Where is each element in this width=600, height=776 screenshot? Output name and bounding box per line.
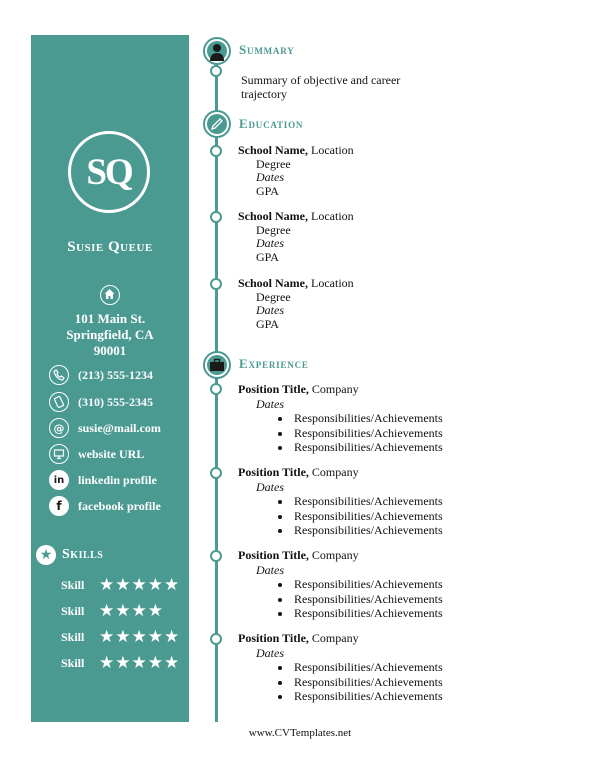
address-line: 101 Main St. [74, 311, 146, 326]
mobile-icon [49, 392, 69, 412]
monogram-text: SQ [86, 151, 132, 193]
contact-text: (213) 555-1234 [78, 367, 153, 382]
monitor-icon [49, 444, 69, 464]
timeline-dot [210, 467, 222, 479]
school-location: Location [308, 143, 354, 157]
contact-facebook[interactable] [49, 495, 189, 517]
dates: Dates [256, 396, 284, 411]
degree: Degree [256, 289, 291, 304]
address-line: 90001 [93, 343, 127, 358]
skill-stars: ★★★★★ [99, 575, 181, 595]
list-item: • Responsibilities/Achievements [292, 440, 443, 455]
education-entry [238, 144, 354, 198]
dates: Dates [256, 562, 284, 577]
position-title: Position Title, [238, 631, 309, 645]
list-item: • Responsibilities/Achievements [292, 523, 443, 538]
list-item: • Responsibilities/Achievements [292, 592, 443, 607]
dates: Dates [256, 479, 284, 494]
timeline-dot [210, 211, 222, 223]
briefcase-icon [203, 351, 231, 379]
experience-entry [238, 382, 443, 455]
skills-header [36, 545, 103, 565]
sidebar [31, 35, 189, 722]
school-location: Location [308, 276, 354, 290]
experience-entry [238, 465, 443, 538]
summary-text: Summary of objective and career trajectory [241, 73, 401, 101]
achievement-list [238, 577, 443, 621]
address-line: Springfield, CA [66, 327, 154, 342]
company: Company [308, 465, 359, 479]
school-name: School Name, [238, 209, 308, 223]
position-title: Position Title, [238, 382, 309, 396]
timeline-dot [210, 278, 222, 290]
achievement-list [238, 411, 443, 455]
education-title: Education [239, 116, 304, 131]
star-badge-icon: ★ [36, 545, 56, 565]
skill-label: Skill [61, 578, 85, 592]
dates: Dates [256, 303, 284, 317]
phone-icon [49, 365, 69, 385]
contact-phone [49, 364, 189, 386]
education-entry [238, 210, 354, 264]
skill-stars: ★★★★ [99, 601, 164, 621]
timeline-dot [210, 65, 222, 77]
contact-mobile [49, 391, 189, 413]
skill-stars: ★★★★★ [99, 627, 181, 647]
experience-title: Experience [239, 356, 309, 371]
contact-text: (310) 555-2345 [78, 394, 153, 409]
position-title: Position Title, [238, 465, 309, 479]
timeline-dot [210, 383, 222, 395]
company: Company [308, 548, 359, 562]
school-name: School Name, [238, 143, 308, 157]
footer-link[interactable]: www.CVTemplates.net [248, 727, 352, 739]
address [31, 311, 189, 359]
education-entry [238, 277, 354, 331]
dates: Dates [256, 236, 284, 250]
list-item: • Responsibilities/Achievements [292, 411, 443, 426]
position-title: Position Title, [238, 548, 309, 562]
achievement-list [238, 494, 443, 538]
list-item: • Responsibilities/Achievements [292, 606, 443, 621]
skill-row [61, 603, 189, 620]
dates: Dates [256, 645, 284, 660]
company: Company [308, 382, 359, 396]
skill-label: Skill [61, 656, 85, 670]
list-item: • Responsibilities/Achievements [292, 577, 443, 592]
skills-title: Skills [62, 547, 104, 562]
degree: Degree [256, 156, 291, 171]
contact-text[interactable]: website URL [78, 446, 145, 461]
skill-label: Skill [61, 604, 85, 618]
skill-row [61, 655, 189, 672]
timeline-dot [210, 145, 222, 157]
degree: Degree [256, 222, 291, 237]
skill-stars: ★★★★★ [99, 653, 181, 673]
candidate-name: Susie Queue [67, 239, 153, 255]
email-icon: @ [49, 418, 69, 438]
list-item: • Responsibilities/Achievements [292, 675, 443, 690]
list-item: • Responsibilities/Achievements [292, 689, 443, 704]
pencil-icon [203, 110, 231, 138]
list-item: • Responsibilities/Achievements [292, 509, 443, 524]
contact-text[interactable]: facebook profile [78, 498, 161, 513]
dates: Dates [256, 170, 284, 184]
school-name: School Name, [238, 276, 308, 290]
achievement-list [238, 660, 443, 704]
list-item: • Responsibilities/Achievements [292, 494, 443, 509]
contact-text[interactable]: linkedin profile [78, 472, 157, 487]
contact-website[interactable] [49, 443, 189, 465]
summary-title: Summary [239, 42, 295, 57]
skill-label: Skill [61, 630, 85, 644]
gpa: GPA [256, 183, 279, 198]
timeline-dot [210, 550, 222, 562]
school-location: Location [308, 209, 354, 223]
gpa: GPA [256, 316, 279, 331]
user-icon [203, 37, 231, 65]
skill-row [61, 577, 189, 594]
skill-row [61, 629, 189, 646]
contact-text[interactable]: susie@mail.com [78, 420, 161, 435]
timeline-dot [210, 633, 222, 645]
experience-entry [238, 548, 443, 621]
list-item: • Responsibilities/Achievements [292, 426, 443, 441]
home-icon [100, 285, 120, 305]
monogram-badge [68, 131, 150, 213]
contact-linkedin[interactable] [49, 469, 189, 491]
company: Company [308, 631, 359, 645]
list-item: • Responsibilities/Achievements [292, 660, 443, 675]
facebook-icon: f [49, 496, 69, 516]
experience-entry [238, 631, 443, 704]
contact-email[interactable] [49, 417, 189, 439]
gpa: GPA [256, 249, 279, 264]
linkedin-icon: in [49, 470, 69, 490]
